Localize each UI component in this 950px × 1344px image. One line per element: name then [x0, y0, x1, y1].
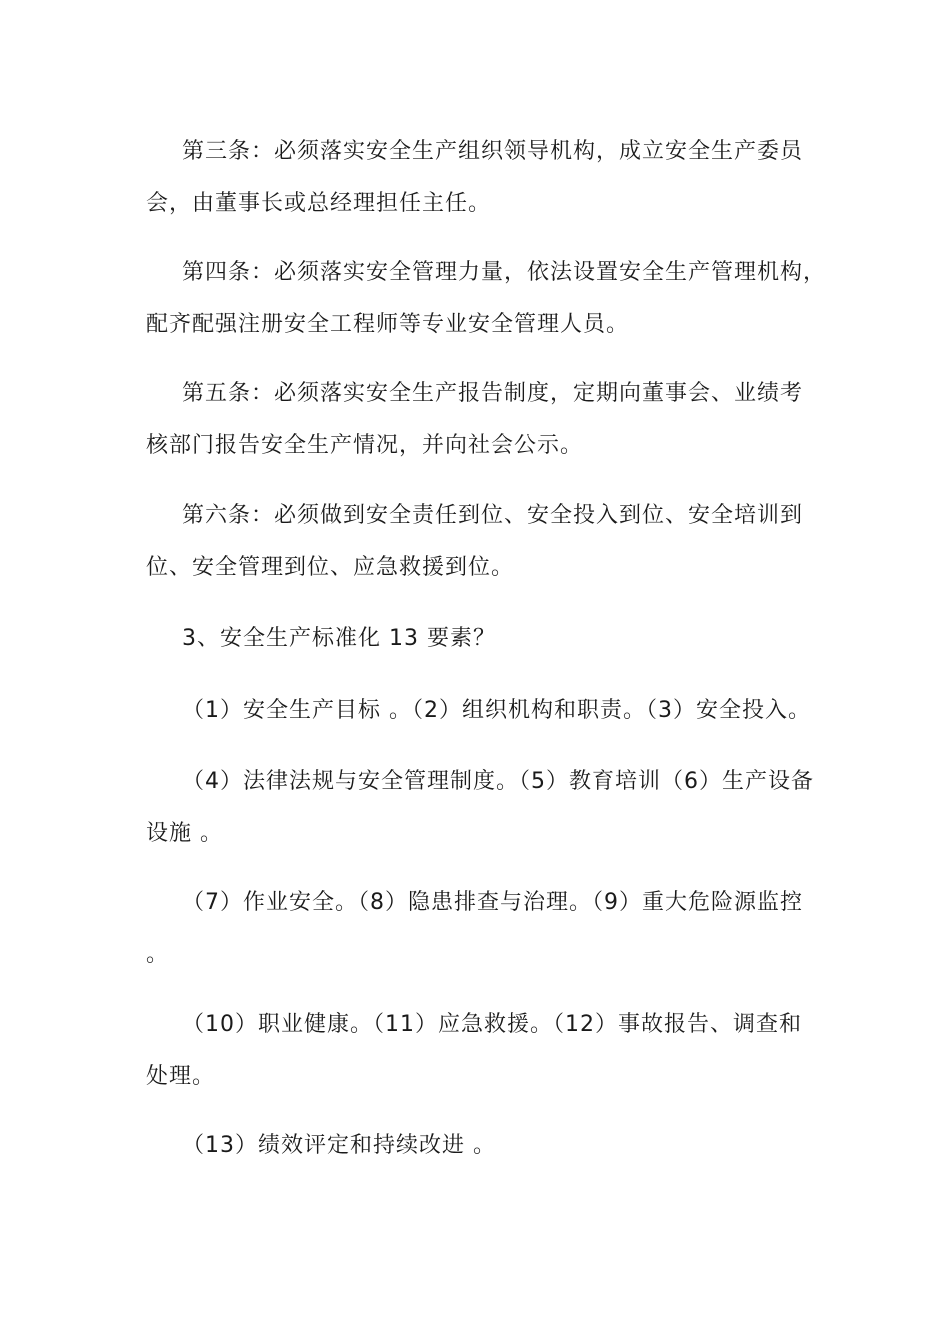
- paragraph-line: 配齐配强注册安全工程师等专业安全管理人员。: [146, 312, 630, 337]
- paragraph-line: 3、安全生产标准化 13 要素？: [182, 626, 496, 651]
- article-3-paragraph: [146, 126, 806, 230]
- paragraph-line: 第三条：必须落实安全生产组织领导机构，成立安全生产委员: [182, 139, 804, 164]
- elements-7-9-paragraph: [146, 877, 806, 981]
- article-6-paragraph: [146, 490, 806, 594]
- element-13-paragraph: [146, 1120, 806, 1172]
- paragraph-line: 设施 。: [146, 821, 223, 846]
- elements-4-6-paragraph: [146, 756, 814, 860]
- elements-1-3-paragraph: [146, 685, 811, 737]
- paragraph-line: （13）绩效评定和持续改进 。: [182, 1133, 496, 1158]
- paragraph-line: 第五条：必须落实安全生产报告制度，定期向董事会、业绩考: [182, 381, 804, 406]
- paragraph-line: 处理。: [146, 1064, 216, 1089]
- paragraph-line: 。: [146, 942, 170, 967]
- paragraph-line: （4）法律法规与安全管理制度。（5）教育培训（6）生产设备: [182, 769, 814, 794]
- paragraph-line: 核部门报告安全生产情况，并向社会公示。: [146, 433, 584, 458]
- paragraph-line: （10）职业健康。（11）应急救援。（12）事故报告、调查和: [182, 1012, 802, 1037]
- article-4-paragraph: [146, 247, 827, 351]
- paragraph-line: 会，由董事长或总经理担任主任。: [146, 191, 492, 216]
- paragraph-line: 第六条：必须做到安全责任到位、安全投入到位、安全培训到: [182, 503, 804, 528]
- article-5-paragraph: [146, 368, 806, 472]
- paragraph-line: 位、安全管理到位、应急救援到位。: [146, 555, 515, 580]
- paragraph-line: 第四条：必须落实安全管理力量，依法设置安全生产管理机构，: [182, 260, 827, 285]
- paragraph-line: （1）安全生产目标 。（2）组织机构和职责。（3）安全投入。: [182, 698, 811, 723]
- paragraph-line: （7）作业安全。（8）隐患排查与治理。（9）重大危险源监控: [182, 890, 803, 915]
- section-3-heading: [146, 613, 806, 665]
- elements-10-12-paragraph: [146, 999, 806, 1103]
